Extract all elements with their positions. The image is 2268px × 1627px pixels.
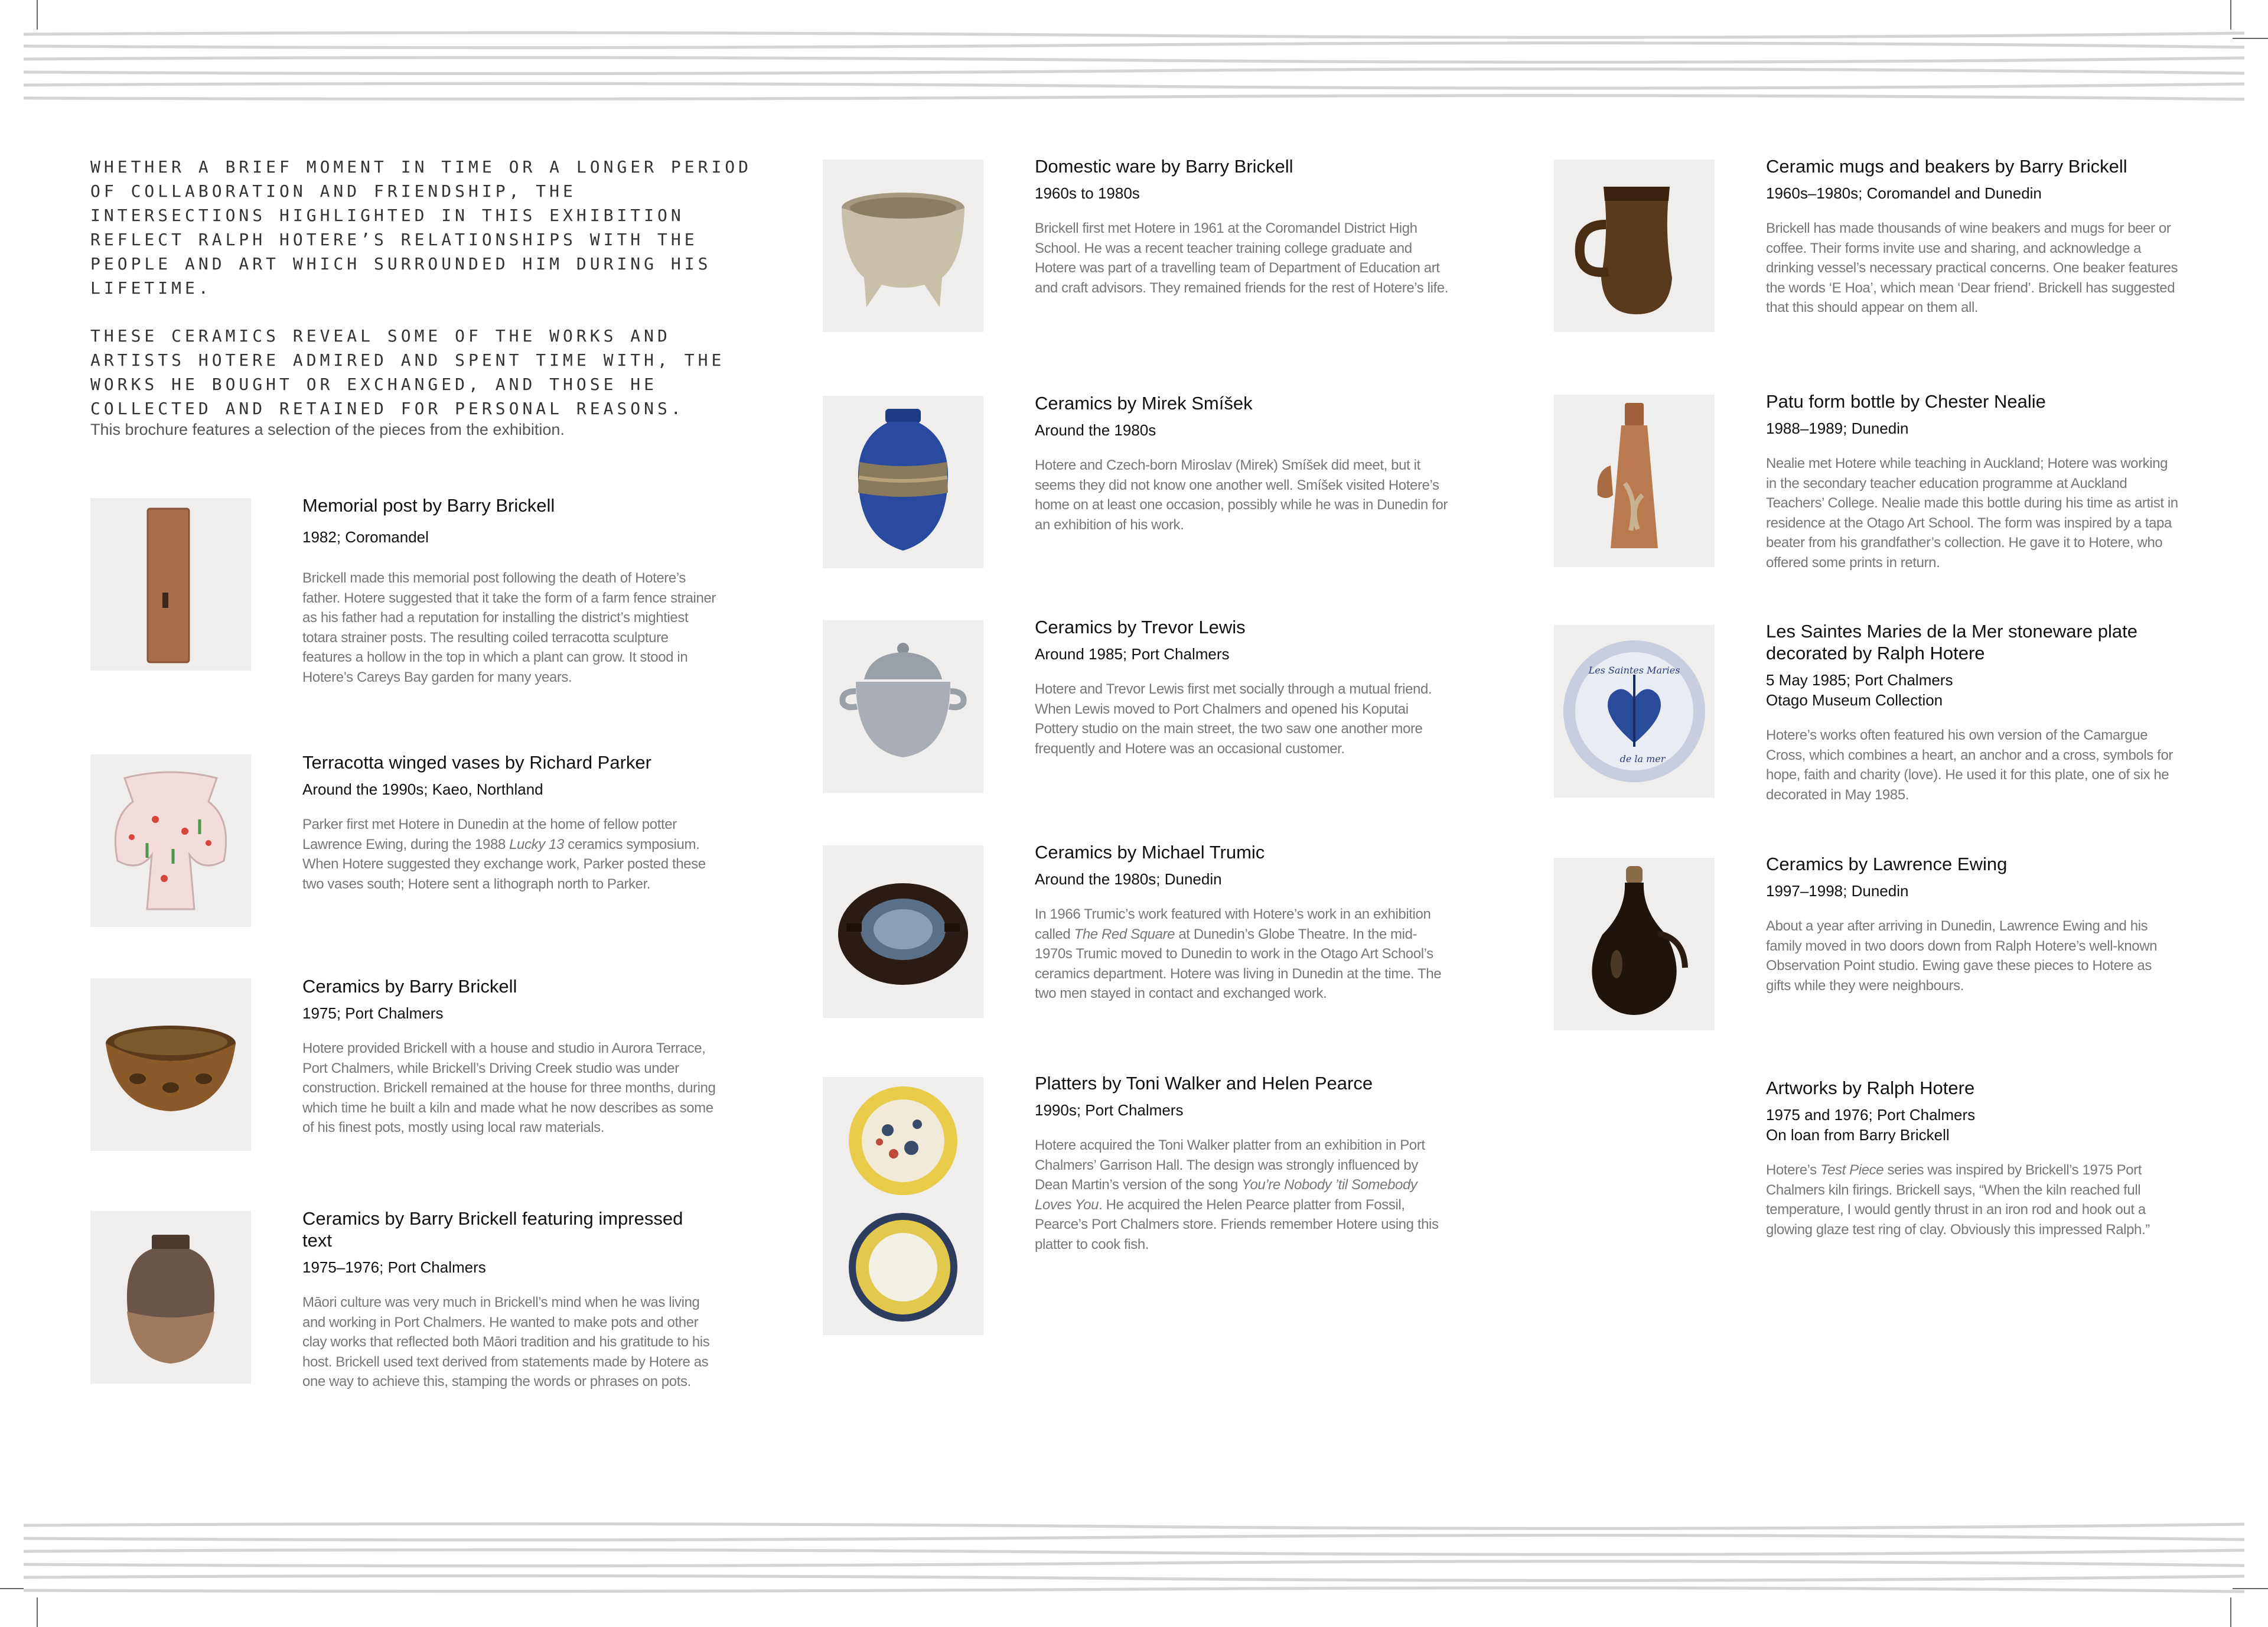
entry-collection: Otago Museum Collection [1766,691,1943,709]
entry-title: Ceramics by Barry Brickell [302,976,517,997]
entry-trevor-lewis [1035,616,1454,759]
intro-paragraph-1: WHETHER A BRIEF MOMENT IN TIME OR A LONGER PERIOD OF COLLABORATION AND FRIENDSHIP, THE INTERSECTIONS HIGHLIGHTED IN THIS EXHIBITION REFLECT RALPH HOTERE’S RELATIONSHIPS WITH THE PEOPLE AND ART WHICH SURROUNDED HIM DURING HIS LIFETIME. [90,157,752,298]
entry-description: Hotere and Trevor Lewis first met socially through a mutual friend. When Lewis moved to Port Chalmers and opened his Koputai Pottery studio on the main street, the two saw one another more frequently and Hotere was an occasional customer. [1035,681,1432,757]
entry-smisek [1035,392,1454,535]
entry-description: Hotere and Czech-born Miroslav (Mirek) Smíšek did meet, but it seems they did not know one another well. Smíšek visited Hotere’s home on at least one occasion, possibly while he was in Dunedin for an exhibition of his work. [1035,457,1448,533]
entry-title: Memorial post by Barry Brickell [302,495,555,516]
bottom-stripe-border [24,1517,2244,1600]
entry-collection: On loan from Barry Brickell [1766,1126,1950,1144]
entry-date-place: 1960s to 1980s [1035,184,1140,202]
entry-description: Parker first met Hotere in Dunedin at the home of fellow potter Lawrence Ewing, during the 1988 Lucky 13 ceramics symposium. When Hotere suggested they exchange work, Parker posted these two vases south; Hotere sent a lithograph north to Parker. [302,816,706,892]
entry-impressed-text [302,1208,716,1392]
intro-paragraph-2: THESE CERAMICS REVEAL SOME OF THE WORKS AND ARTISTS HOTERE ADMIRED AND SPENT TIME WITH, THE WORKS HE BOUGHT OR EXCHANGED, AND THOSE HE COLLECTED AND RETAINED FOR PERSONAL REASONS. [90,326,725,418]
entry-mugs-beakers [1766,155,2179,318]
entry-lawrence-ewing [1766,853,2179,995]
entry-title: Patu form bottle by Chester Nealie [1766,391,2046,412]
plate-image [1554,625,1715,798]
entry-title: Platters by Toni Walker and Helen Pearce [1035,1073,1373,1094]
entry-title: Domestic ware by Barry Brickell [1035,156,1293,177]
entry-date-place: 1975–1976; Port Chalmers [302,1258,486,1276]
bottle-image [1554,395,1715,567]
winged-vase-image [90,754,251,927]
entry-title: Ceramics by Trevor Lewis [1035,617,1246,637]
entry-platters [1035,1072,1454,1254]
entry-date-place: 1960s–1980s; Coromandel and Dunedin [1766,184,2042,202]
entry-date-place: 1990s; Port Chalmers [1035,1101,1184,1119]
entry-title: Artworks by Ralph Hotere [1766,1078,1975,1098]
crop-mark [2233,1588,2268,1589]
entry-title: Ceramic mugs and beakers by Barry Brickell [1766,156,2127,177]
entry-date-place: 1988–1989; Dunedin [1766,419,1909,437]
platters-image [823,1077,983,1335]
entry-brickell-ceramics [302,975,716,1138]
crop-mark [37,0,38,30]
crop-mark [2230,0,2231,30]
top-stripe-border [24,24,2244,106]
entry-description: About a year after arriving in Dunedin, Lawrence Ewing and his family moved in two doors down from Ralph Hotere’s well-known Observation Point studio. Ewing gave these pieces to Hotere as gifts while they were neighbours. [1766,918,2158,994]
lidded-pot-image [823,620,983,793]
entry-title: Ceramics by Lawrence Ewing [1766,854,2008,874]
entry-description: Hotere acquired the Toni Walker platter from an exhibition in Port Chalmers’ Garrison Hall. The design was strongly influenced by Dean Martin’s version of the song You’re Nobody ’til Somebody Loves You. He acquired the Helen Pearce platter from Fossil, Pearce’s Port Chalmers store. Friends remember Hotere using this platter to cook fish. [1035,1137,1439,1252]
entry-date-place: 1997–1998; Dunedin [1766,882,1909,900]
plate-inscription-top: Les Saintes Maries [1588,665,1680,676]
blue-vase-image [823,396,983,568]
entry-trumic [1035,841,1454,1004]
intro-note: This brochure features a selection of the pieces from the exhibition. [90,421,565,438]
entry-description: In 1966 Trumic’s work featured with Hotere’s work in an exhibition called The Red Square at Dunedin’s Globe Theatre. In the mid-1970s Trumic moved to Dunedin to work in the Otago Art School’s ceramics department. Hotere was living in Dunedin at the time. The two men stayed in contact and exchanged work. [1035,906,1442,1001]
entry-winged-vases [302,751,716,894]
plate-inscription-bottom: de la mer [1619,753,1666,764]
memorial-post-image [90,498,251,671]
crop-mark [0,1588,24,1589]
bowl-image [90,978,251,1151]
entry-title: Ceramics by Mirek Smíšek [1035,393,1253,414]
entry-date-place: 5 May 1985; Port Chalmers [1766,671,1953,689]
entry-date-place: Around 1985; Port Chalmers [1035,645,1230,663]
entry-description: Māori culture was very much in Brickell’s mind when he was living and working in Port Chalmers. He wanted to make pots and other clay works that reflected both Māori tradition and his gratitude to his host. Brickell used text derived from statements made by Hotere as one way to achieve this, stamping the words or phrases on pots. [302,1294,710,1390]
entry-title: Terracotta winged vases by Richard Parker [302,752,651,773]
footed-bowl-image [823,160,983,332]
entry-memorial-post [302,494,716,687]
entry-title: Ceramics by Michael Trumic [1035,842,1265,863]
entry-domestic-ware [1035,155,1454,298]
dark-jug-image [1554,858,1715,1030]
entry-title: Les Saintes Maries de la Mer stoneware plate decorated by Ralph Hotere [1766,621,2137,663]
entry-description: Hotere provided Brickell with a house and studio in Aurora Terrace, Port Chalmers, while Brickell’s Driving Creek studio was under construction. Brickell remained at the house for three months, during which time he built a kiln and made what he now describes as some of his finest pots, mostly using local raw materials. [302,1040,716,1135]
ashtray-image [823,845,983,1018]
entry-description: Hotere’s Test Piece series was inspired by Brickell’s 1975 Port Chalmers kiln firings. Brickell says, “When the kiln reached full temperature, I would gently thrust in an iron rod and hook out a glowing glaze test ring of clay. Obviously this impressed Ralph.” [1766,1162,2150,1238]
entry-saintes-maries-plate [1766,620,2179,805]
entry-patu-bottle [1766,391,2179,572]
entry-date-place: Around the 1990s; Kaeo, Northland [302,780,543,798]
crop-mark [37,1597,38,1627]
mug-image [1554,160,1715,332]
crop-mark [2233,38,2268,39]
entry-date-place: 1975; Port Chalmers [302,1004,444,1022]
entry-title: Ceramics by Barry Brickell featuring impressed text [302,1208,683,1251]
intro-text [90,155,764,444]
entry-date-place: 1982; Coromandel [302,528,429,546]
entry-description: Brickell has made thousands of wine beakers and mugs for beer or coffee. Their forms invite use and sharing, and acknowledge a drinking vessel’s necessary practical concerns. One beaker features the words ‘E Hoa’, which mean ‘Dear friend’. Brickell has suggested that this should appear on them all. [1766,220,2178,315]
entry-date-place: 1975 and 1976; Port Chalmers [1766,1106,1976,1124]
entry-hotere-artworks [1766,1077,2179,1239]
entry-description: Brickell first met Hotere in 1961 at the Coromandel District High School. He was a recent teacher training college graduate and Hotere was part of a travelling team of Department of Education art and craft advisors. They remained friends for the rest of Hotere’s life. [1035,220,1448,296]
entry-date-place: Around the 1980s [1035,421,1156,439]
entry-date-place: Around the 1980s; Dunedin [1035,870,1222,888]
jar-image [90,1211,251,1384]
entry-description: Brickell made this memorial post following the death of Hotere’s father. Hotere suggested that it take the form of a farm fence strainer as his father had a reputation for installing the district’s mightiest totara strainer posts. The resulting coiled terracotta sculpture features a hollow in the top in which a plant can grow. It stood in Hotere’s Careys Bay garden for many years. [302,570,716,685]
entry-description: Nealie met Hotere while teaching in Auckland; Hotere was working in the secondary teacher education programme at Auckland Teachers’ College. Nealie made this bottle during his time as artist in residence at the Otago Art School. The form was inspired by a tapa beater from his grandfather’s collection. He gave it to Hotere, who offered some prints in return. [1766,455,2178,571]
entry-description: Hotere’s works often featured his own version of the Camargue Cross, which combines a heart, an anchor and a cross, symbols for hope, faith and charity (love). He used it for this plate, one of six he decorated in May 1985. [1766,727,2173,803]
crop-mark [2230,1597,2231,1627]
